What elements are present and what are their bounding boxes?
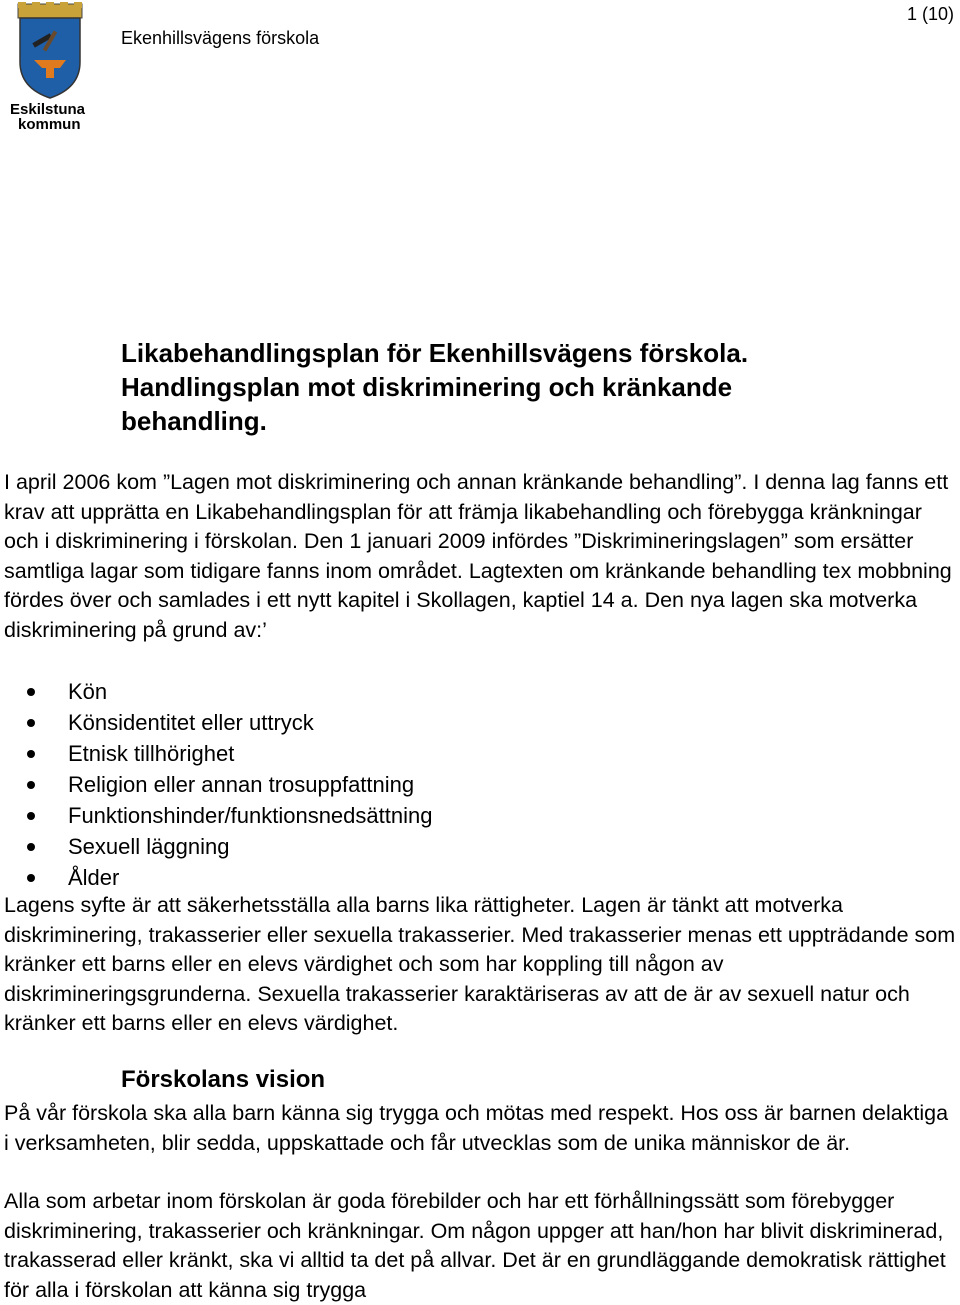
header-school-name: Ekenhillsvägens förskola — [121, 28, 320, 48]
bullet-icon — [27, 874, 35, 882]
svg-text:Eskilstuna: Eskilstuna — [10, 101, 86, 118]
coat-of-arms-icon — [8, 2, 92, 132]
bullet-icon — [27, 843, 35, 851]
title-line: Handlingsplan mot diskriminering och kränkande — [121, 372, 733, 402]
purpose-paragraph: Lagens syfte är att säkerhetsställa alla barns lika rättigheter. Lagen är tänkt att motverka diskriminering, trakasserier eller sexuella trakasserier. Med trakasserier menas ett uppträdande som kränker ett barns eller en elevs värdighet och som har koppling till någon av diskrimineringsgrunderna. Sexuella trakasserier karaktäriseras av att de är av sexuell natur och kränker ett barns eller en elevs värdighet. — [4, 893, 956, 1036]
list-item — [0, 707, 432, 738]
svg-text:kommun: kommun — [18, 116, 81, 132]
list-item-label: Etnisk tillhörighet — [68, 741, 235, 766]
bullet-icon — [27, 719, 35, 727]
list-item — [0, 831, 432, 862]
vision-paragraph-2: Alla som arbetar inom förskolan är goda förebilder och har ett förhållningssätt som förebygger diskriminering, trakasserier och kränkningar. Om någon uppger att han/hon har blivit diskriminerad, trakasserad eller kränkt, ska vi alltid ta det på allvar. Det är en grundläggande demokratisk rättighet för alla i förskolan att känna sig trygga — [4, 1189, 946, 1302]
bullet-icon — [27, 781, 35, 789]
list-item-label: Sexuell läggning — [68, 834, 230, 859]
list-item-label: Funktionshinder/funktionsnedsättning — [68, 803, 433, 828]
list-item-label: Religion eller annan trosuppfattning — [68, 772, 415, 797]
list-item-label: Kön — [68, 679, 108, 704]
bullet-icon — [27, 812, 35, 820]
list-item — [0, 738, 432, 769]
discrimination-grounds-list — [0, 676, 432, 893]
eskilstuna-kommun-logo — [8, 2, 92, 132]
page-number: 1 (10) — [906, 4, 954, 24]
title-line: behandling. — [121, 406, 267, 436]
list-item-label: Ålder — [68, 865, 120, 890]
intro-paragraph: I april 2006 kom ”Lagen mot diskriminering och annan kränkande behandling”. I denna lag fanns ett krav att upprätta en Likabehandlingsplan för att främja likabehandling och förebygga kränkningar och i diskriminering i förskolan. Den 1 januari 2009 infördes ”Diskrimineringslagen” som ersätter samtliga lagar som tidigare fanns inom området. Lagtexten om kränkande behandling tex mobbning fördes över och samlades i ett nytt kapitel i Skollagen, kaptiel 14 a. Den nya lagen ska motverka diskriminering på grund av:’ — [4, 470, 952, 642]
bullet-icon — [27, 750, 35, 758]
list-item — [0, 800, 432, 831]
title-line: Likabehandlingsplan för Ekenhillsvägens förskola. — [121, 338, 749, 368]
list-item — [0, 862, 432, 893]
document-title — [121, 336, 748, 438]
bullet-icon — [27, 688, 35, 696]
list-item — [0, 676, 432, 707]
vision-paragraph-1: På vår förskola ska alla barn känna sig trygga och mötas med respekt. Hos oss är barnen delaktiga i verksamheten, blir sedda, uppskattade och får utvecklas som de unika människor de är. — [4, 1101, 949, 1155]
vision-heading: Förskolans vision — [121, 1066, 326, 1093]
list-item-label: Könsidentitet eller uttryck — [68, 710, 314, 735]
list-item — [0, 769, 432, 800]
